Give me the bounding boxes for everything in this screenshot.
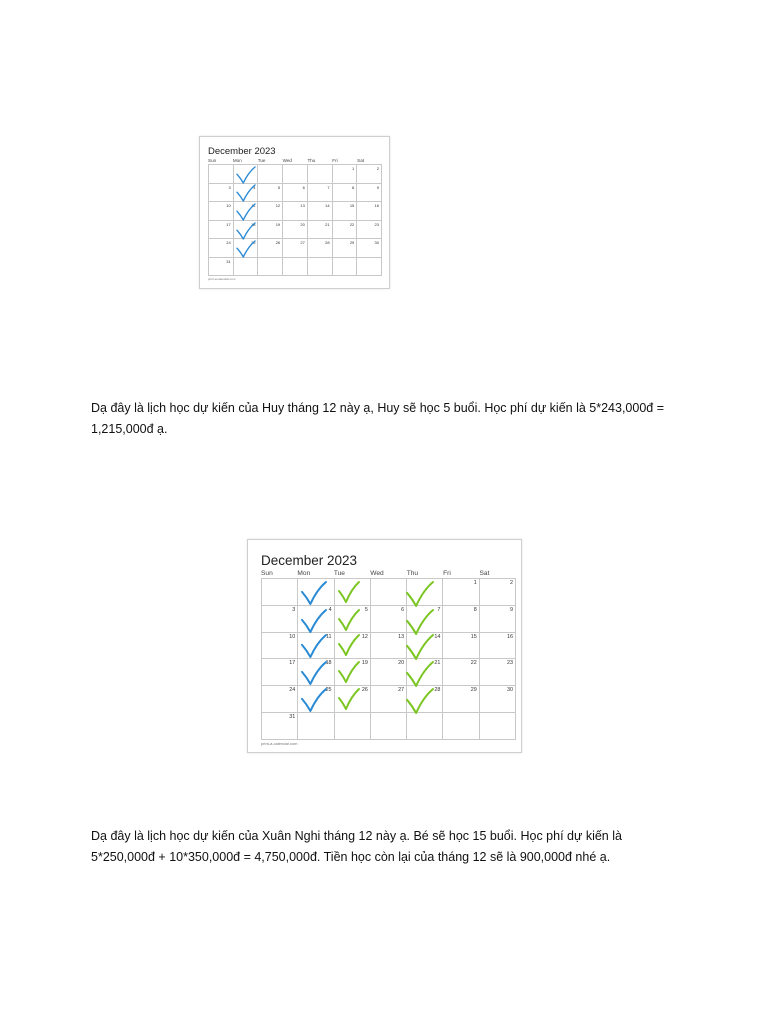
day-number: 28	[434, 687, 441, 694]
day-number: 13	[398, 633, 405, 640]
day-number: 8	[473, 606, 477, 613]
day-cell	[258, 165, 283, 184]
day-cell	[209, 184, 234, 203]
weekday-label: Fri	[332, 158, 338, 163]
day-cell	[335, 713, 371, 740]
day-number: 22	[470, 660, 477, 667]
day-number: 24	[226, 240, 231, 245]
day-cell	[209, 239, 234, 258]
day-number: 27	[398, 687, 405, 694]
day-cell	[234, 184, 259, 203]
day-cell	[333, 202, 358, 221]
day-number: 2	[509, 580, 513, 586]
day-cell	[283, 165, 308, 184]
day-number: 20	[398, 660, 405, 667]
day-cell	[234, 258, 259, 277]
day-cell	[298, 713, 334, 740]
day-cell	[480, 606, 516, 633]
day-number: 17	[226, 221, 231, 227]
day-cell	[283, 221, 308, 240]
day-number: 30	[374, 240, 379, 245]
day-cell	[335, 606, 371, 633]
day-cell	[407, 606, 443, 633]
day-number: 18	[325, 660, 332, 667]
day-number: 26	[275, 240, 281, 245]
day-number: 13	[300, 203, 305, 208]
paragraph-line: 5*250,000đ + 10*350,000đ = 4,750,000đ. Tiền học còn lại của tháng 12 sẽ là 900,000đ nhé ạ.	[91, 850, 611, 864]
day-cell	[209, 258, 234, 277]
day-cell	[407, 659, 443, 686]
day-number: 5	[364, 606, 368, 613]
calendar-image-huy	[199, 136, 390, 289]
day-cell	[443, 713, 479, 740]
day-cell	[308, 202, 333, 221]
day-number: 15	[470, 633, 477, 640]
day-cell	[407, 579, 443, 606]
day-number: 26	[361, 687, 368, 694]
calendar-title: December 2023	[208, 146, 276, 157]
weekday-label: Sun	[261, 570, 273, 577]
day-cell	[335, 579, 371, 606]
day-cell	[262, 659, 298, 686]
day-number: 23	[374, 221, 379, 227]
day-number: 22	[349, 221, 355, 227]
day-cell	[234, 239, 259, 258]
day-number: 6	[401, 606, 405, 613]
weekday-label: Thu	[307, 158, 316, 163]
day-number: 23	[506, 660, 513, 667]
day-cell	[443, 659, 479, 686]
day-number: 3	[292, 606, 296, 613]
day-cell	[357, 221, 382, 240]
day-cell	[209, 202, 234, 221]
day-number: 10	[289, 633, 296, 640]
day-number: 15	[349, 203, 355, 208]
weekday-label: Fri	[443, 570, 451, 577]
day-number: 29	[470, 687, 477, 694]
day-cell	[335, 659, 371, 686]
day-cell	[298, 606, 334, 633]
day-number: 9	[376, 184, 379, 190]
day-cell	[283, 258, 308, 277]
day-number: 3	[228, 184, 231, 190]
day-number: 8	[352, 184, 355, 190]
day-number: 2	[376, 166, 379, 171]
day-number: 12	[275, 203, 281, 208]
day-cell	[234, 221, 259, 240]
day-number: 31	[226, 258, 231, 264]
paragraph-xuan-nghi	[91, 826, 622, 868]
day-number: 1	[473, 580, 477, 586]
day-cell	[443, 606, 479, 633]
day-cell	[262, 606, 298, 633]
day-cell	[407, 713, 443, 740]
day-number: 4	[253, 184, 256, 190]
day-cell	[371, 633, 407, 660]
day-number: 30	[506, 687, 513, 694]
weekday-header	[261, 570, 516, 577]
day-cell	[443, 579, 479, 606]
day-number: 10	[226, 203, 231, 208]
day-cell	[480, 659, 516, 686]
weekday-label: Mon	[232, 158, 242, 163]
day-number: 16	[374, 203, 379, 208]
weekday-label: Thu	[406, 570, 419, 577]
day-cell	[234, 165, 259, 184]
day-cell	[209, 165, 234, 184]
day-number: 12	[361, 633, 368, 640]
paragraph-line: 1,215,000đ ạ.	[91, 422, 168, 436]
day-cell	[262, 686, 298, 713]
weekday-label: Tue	[257, 158, 266, 163]
day-number: 1	[352, 166, 355, 171]
day-cell	[258, 258, 283, 277]
day-number: 11	[251, 203, 256, 208]
day-number: 14	[434, 633, 441, 640]
day-cell	[371, 659, 407, 686]
day-number: 20	[300, 221, 305, 227]
day-number: 5	[277, 184, 281, 190]
calendar-title: December 2023	[261, 553, 358, 568]
day-number: 11	[325, 633, 332, 640]
day-cell	[333, 221, 358, 240]
day-cell	[262, 713, 298, 740]
day-cell	[262, 579, 298, 606]
day-number: 7	[437, 606, 441, 613]
day-number: 29	[349, 240, 355, 245]
day-cell	[407, 633, 443, 660]
day-cell	[357, 184, 382, 203]
day-cell	[298, 633, 334, 660]
calendar-grid	[208, 164, 382, 276]
day-cell	[480, 633, 516, 660]
day-cell	[333, 165, 358, 184]
day-cell	[371, 686, 407, 713]
day-cell	[371, 713, 407, 740]
day-cell	[283, 184, 308, 203]
day-cell	[443, 633, 479, 660]
day-cell	[308, 239, 333, 258]
day-cell	[371, 579, 407, 606]
day-number: 16	[506, 633, 513, 640]
day-cell	[335, 686, 371, 713]
day-cell	[333, 258, 358, 277]
day-cell	[298, 686, 334, 713]
day-cell	[209, 221, 234, 240]
paragraph-line: Dạ đây là lịch học dự kiến của Huy tháng 12 này ạ, Huy sẽ học 5 buổi. Học phí dự kiến là 5*243,000đ =	[91, 401, 664, 415]
day-number: 31	[289, 714, 296, 721]
day-cell	[234, 202, 259, 221]
day-cell	[333, 184, 358, 203]
day-cell	[308, 221, 333, 240]
day-number: 19	[275, 221, 281, 227]
day-number: 7	[327, 184, 330, 190]
weekday-label: Tue	[333, 570, 345, 577]
weekday-header	[208, 158, 382, 163]
day-cell	[262, 633, 298, 660]
day-number: 24	[289, 687, 296, 694]
day-cell	[298, 579, 334, 606]
day-cell	[308, 165, 333, 184]
calendar-footer: print-a-calendar.com	[261, 741, 298, 746]
paragraph-line: Dạ đây là lịch học dự kiến của Xuân Nghi tháng 12 này ạ. Bé sẽ học 15 buổi. Học phí dự kiến là	[91, 829, 622, 843]
weekday-label: Sun	[208, 158, 217, 163]
day-cell	[333, 239, 358, 258]
day-number: 21	[434, 660, 441, 667]
day-number: 6	[302, 184, 305, 190]
day-cell	[308, 184, 333, 203]
day-number: 14	[325, 203, 330, 208]
day-cell	[480, 686, 516, 713]
day-cell	[258, 221, 283, 240]
calendar-image-xuan-nghi	[247, 539, 522, 753]
day-cell	[308, 258, 333, 277]
day-cell	[357, 202, 382, 221]
day-cell	[480, 713, 516, 740]
weekday-label: Sat	[357, 158, 365, 163]
day-cell	[258, 184, 283, 203]
day-cell	[283, 239, 308, 258]
day-number: 27	[300, 240, 305, 245]
day-cell	[283, 202, 308, 221]
weekday-label: Wed	[370, 570, 384, 577]
day-cell	[357, 239, 382, 258]
day-cell	[298, 659, 334, 686]
calendar-grid	[261, 578, 516, 740]
day-number: 25	[250, 240, 256, 245]
day-number: 4	[328, 606, 332, 613]
day-cell	[371, 606, 407, 633]
day-number: 21	[325, 221, 330, 227]
weekday-label: Sat	[479, 570, 490, 577]
day-cell	[258, 202, 283, 221]
day-cell	[335, 633, 371, 660]
weekday-label: Wed	[282, 158, 292, 163]
calendar-footer: print-a-calendar.com	[208, 277, 236, 281]
day-cell	[407, 686, 443, 713]
day-number: 9	[509, 606, 513, 613]
day-number: 28	[325, 240, 330, 245]
paragraph-huy	[91, 398, 664, 440]
day-number: 17	[289, 660, 296, 667]
day-number: 18	[250, 221, 256, 227]
day-cell	[443, 686, 479, 713]
weekday-label: Mon	[297, 570, 311, 577]
day-number: 19	[361, 660, 368, 667]
day-cell	[258, 239, 283, 258]
day-cell	[480, 579, 516, 606]
day-number: 25	[325, 687, 332, 694]
day-cell	[357, 165, 382, 184]
day-cell	[357, 258, 382, 277]
